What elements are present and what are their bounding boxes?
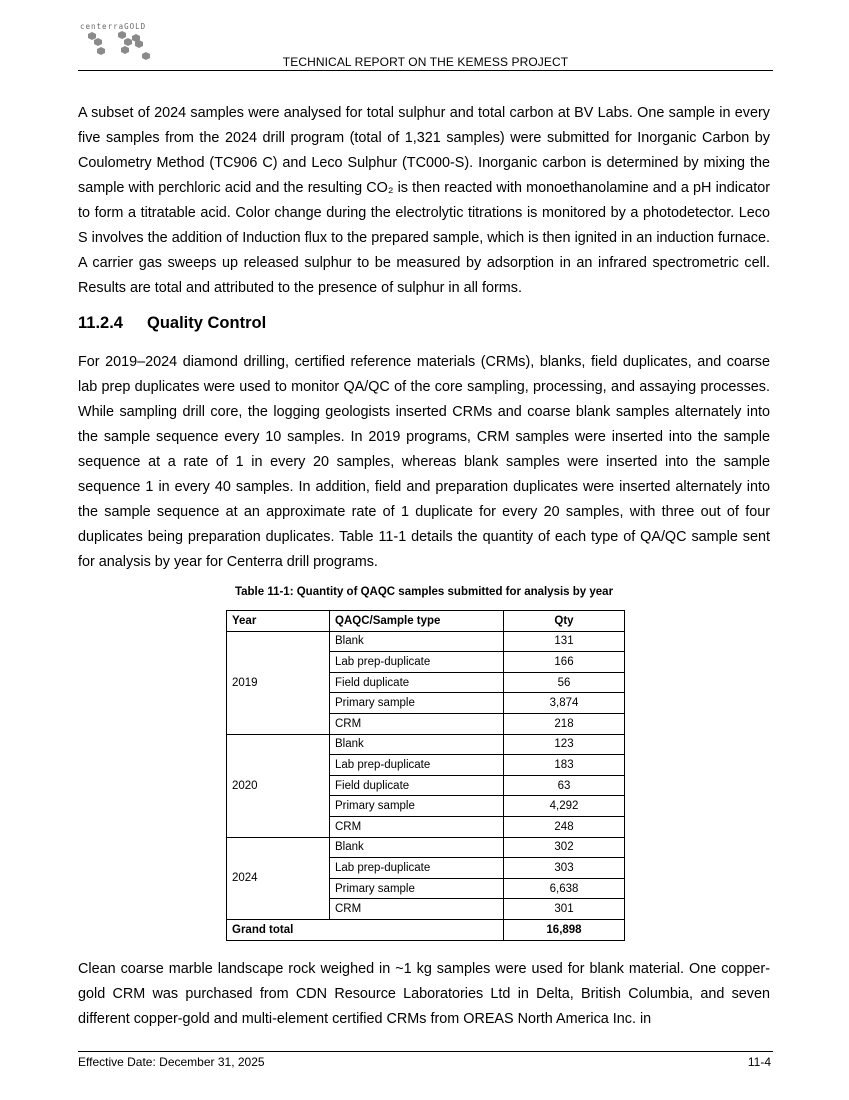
type-cell: Blank <box>330 734 504 755</box>
qty-cell: 56 <box>504 672 625 693</box>
qty-cell: 4,292 <box>504 796 625 817</box>
type-cell: Blank <box>330 837 504 858</box>
qty-cell: 63 <box>504 775 625 796</box>
year-cell: 2020 <box>227 734 330 837</box>
qty-cell: 3,874 <box>504 693 625 714</box>
grand-total-row <box>227 919 625 940</box>
page-number: 11-4 <box>747 1055 771 1069</box>
table-caption: Table 11-1: Quantity of QAQC samples submitted for analysis by year <box>234 586 614 598</box>
qty-cell: 183 <box>504 755 625 776</box>
grand-total-label: Grand total <box>227 919 504 940</box>
section-title: Quality Control <box>147 314 267 332</box>
qaqc-table <box>226 610 625 941</box>
qty-cell: 303 <box>504 858 625 879</box>
type-cell: Field duplicate <box>330 775 504 796</box>
effective-date: Effective Date: December 31, 2025 <box>78 1055 265 1069</box>
qty-cell: 301 <box>504 899 625 920</box>
section-heading <box>78 314 266 333</box>
qty-cell: 166 <box>504 652 625 673</box>
logo-text: centerraGOLD <box>80 22 147 31</box>
qty-cell: 131 <box>504 631 625 652</box>
table-header-row <box>227 611 625 632</box>
type-cell: CRM <box>330 713 504 734</box>
year-cell: 2019 <box>227 631 330 734</box>
type-cell: CRM <box>330 899 504 920</box>
qty-cell: 123 <box>504 734 625 755</box>
section-number: 11.2.4 <box>78 314 123 332</box>
header-year: Year <box>227 611 330 632</box>
qty-cell: 6,638 <box>504 878 625 899</box>
table-row <box>227 631 625 652</box>
type-cell: Primary sample <box>330 796 504 817</box>
type-cell: Field duplicate <box>330 672 504 693</box>
table-row <box>227 734 625 755</box>
type-cell: Lab prep-duplicate <box>330 755 504 776</box>
paragraph-sulphur-carbon: A subset of 2024 samples were analysed for total sulphur and total carbon at BV Labs. One sample in every five samples from the 2024 drill program (total of 1,321 samples) were submitted for Inorganic Carbon by Coulometry Method (TC906 C) and Leco Sulphur (TC000-S). Inorganic carbon is determined by mixing the sample with perchloric acid and the resulting CO₂ is then reacted with monoethanolamine and a pH indicator to form a titratable acid. Color change during the electrolytic titrations is monitored by a photodetector. Leco S involves the addition of Induction flux to the prepared sample, which is then ignited in an induction furnace. A carrier gas sweeps up released sulphur to be measured by adsorption in an infrared spectrometric cell. Results are total and attributed to the presence of sulphur in all forms. <box>78 105 770 296</box>
type-cell: CRM <box>330 816 504 837</box>
year-cell: 2024 <box>227 837 330 919</box>
footer-divider <box>78 1051 773 1052</box>
paragraph-quality-control: For 2019–2024 diamond drilling, certified reference materials (CRMs), blanks, field duplicates, and coarse lab prep duplicates were used to monitor QA/QC of the core sampling, processing, and assaying processes. While sampling drill core, the logging geologists inserted CRMs and coarse blank samples alternately into the sample sequence every 10 samples. In 2019 programs, CRM samples were inserted into the sample sequence at a rate of 1 in every 20 samples, whereas blank samples were inserted into the sample sequence 1 in every 40 samples. In addition, field and preparation duplicates were inserted alternately into the sample sequence at an approximate rate of 1 duplicate for every 20 samples, with three out of four duplicates being preparation duplicates. Table 11-1 details the quantity of each type of QA/QC sample sent for analysis by year for Centerra drill programs. <box>78 354 770 570</box>
type-cell: Lab prep-duplicate <box>330 858 504 879</box>
header-qty: Qty <box>504 611 625 632</box>
qty-cell: 218 <box>504 713 625 734</box>
type-cell: Blank <box>330 631 504 652</box>
grand-total-qty: 16,898 <box>504 919 625 940</box>
header-divider <box>78 70 773 71</box>
type-cell: Lab prep-duplicate <box>330 652 504 673</box>
table-row <box>227 837 625 858</box>
report-title: TECHNICAL REPORT ON THE KEMESS PROJECT <box>282 55 569 69</box>
qty-cell: 302 <box>504 837 625 858</box>
header-type: QAQC/Sample type <box>330 611 504 632</box>
paragraph-blank-material: Clean coarse marble landscape rock weighed in ~1 kg samples were used for blank material. One copper-gold CRM was purchased from CDN Resource Laboratories Ltd in Delta, British Columbia, and seven different copper-gold and multi-element certified CRMs from OREAS North America Inc. in <box>78 961 770 1027</box>
type-cell: Primary sample <box>330 693 504 714</box>
qty-cell: 248 <box>504 816 625 837</box>
type-cell: Primary sample <box>330 878 504 899</box>
